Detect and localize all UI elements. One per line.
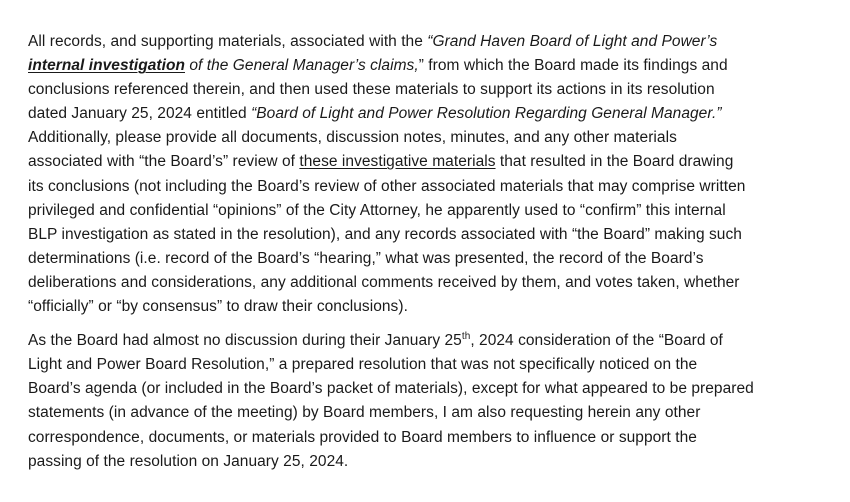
text-line: its conclusions (not including the Board’s review of other associated materials that may comprise written xyxy=(28,177,746,195)
text-line xyxy=(28,329,828,353)
text-line xyxy=(28,102,828,126)
text-line: “officially” or “by consensus” to draw their conclusions). xyxy=(28,298,408,316)
underlined-phrase: these investigative materials xyxy=(299,153,496,171)
emphasized-phrase: internal investigation xyxy=(28,57,185,75)
text-line: privileged and confidential “opinions” of the City Attorney, he apparently used to “confirm” this internal xyxy=(28,201,726,219)
text-segment: associated with “the Board’s” review of xyxy=(28,153,300,171)
text-line: statements (in advance of the meeting) by Board members, I am also requesting herein any other xyxy=(28,404,701,422)
text-segment: ” from which the Board made its findings and xyxy=(418,57,728,75)
text-line: passing of the resolution on January 25, 2024. xyxy=(28,452,349,470)
request-paragraph-1 xyxy=(28,30,828,319)
text-segment: , 2024 consideration of the “Board of xyxy=(470,332,723,350)
italic-title: “Grand Haven Board of Light and Power’s xyxy=(427,33,718,50)
document-page xyxy=(28,30,828,474)
text-segment: that resulted in the Board drawing xyxy=(495,153,734,171)
italic-title: “Board of Light and Power Resolution Regarding General Manager.” xyxy=(251,105,722,123)
text-line: determinations (i.e. record of the Board’s “hearing,” what was presented, the record of the Board’s xyxy=(28,249,704,267)
text-segment: dated January 25, 2024 entitled xyxy=(28,105,252,123)
text-line xyxy=(28,54,828,78)
request-paragraph-2 xyxy=(28,329,828,474)
text-segment: All records, and supporting materials, associated with the xyxy=(28,33,428,50)
text-segment: As the Board had almost no discussion during their January 25 xyxy=(28,332,462,350)
text-line: correspondence, documents, or materials provided to Board members to influence or support the xyxy=(28,428,697,446)
italic-title: of the General Manager’s claims, xyxy=(185,57,419,75)
text-line xyxy=(28,30,828,54)
text-line: Light and Power Board Resolution,” a prepared resolution that was not specifically noticed on the xyxy=(28,356,698,374)
text-line: conclusions referenced therein, and then used these materials to support its actions in its resolution xyxy=(28,81,715,99)
text-line: Additionally, please provide all documents, discussion notes, minutes, and any other materials xyxy=(28,129,677,147)
text-line: deliberations and considerations, any additional comments received by them, and votes taken, whether xyxy=(28,273,740,291)
text-line: BLP investigation as stated in the resolution), and any records associated with “the Board” making such xyxy=(28,225,742,243)
text-line: Board’s agenda (or included in the Board’s packet of materials), except for what appeared to be prepared xyxy=(28,380,754,398)
ordinal-superscript: th xyxy=(461,330,471,342)
text-line xyxy=(28,150,828,174)
